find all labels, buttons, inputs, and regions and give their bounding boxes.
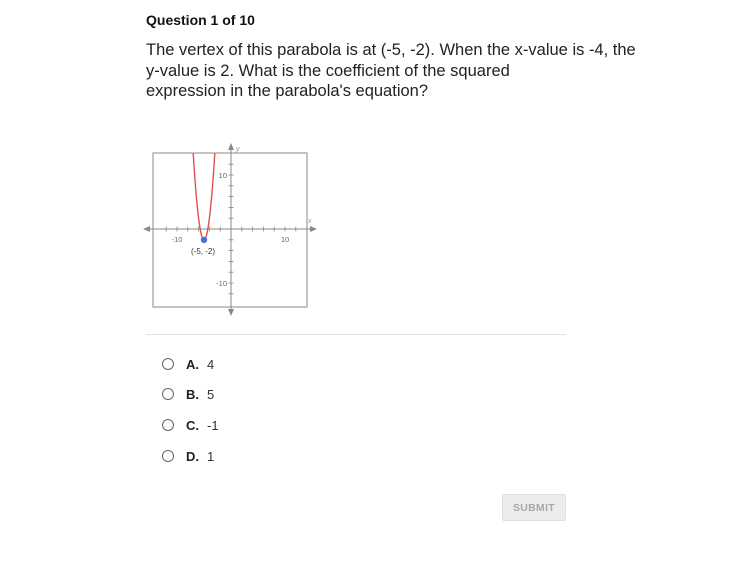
- prompt-line-2: y-value is 2. What is the coefficient of the squared: [146, 61, 510, 80]
- choice-b-text: 5: [207, 386, 215, 402]
- divider: [146, 334, 566, 335]
- y-tick-label: -10: [216, 279, 227, 288]
- question-number: Question 1 of 10: [146, 12, 255, 28]
- choice-a[interactable]: [162, 355, 214, 373]
- vertex-point: [201, 237, 207, 243]
- choice-b-letter: B.: [186, 386, 199, 402]
- submit-button[interactable]: SUBMIT: [502, 494, 566, 521]
- choice-b[interactable]: [162, 385, 214, 403]
- radio-d[interactable]: [162, 450, 174, 462]
- plot-frame: [153, 153, 307, 307]
- x-tick-label: -10: [171, 235, 183, 244]
- x-axis-label: x: [308, 218, 312, 225]
- y-axis-arrow-down: [228, 309, 234, 316]
- choice-a-text: 4: [207, 356, 215, 372]
- y-axis-arrow-up: [228, 143, 234, 150]
- y-tick-label: 10: [218, 171, 227, 180]
- choice-c-letter: C.: [186, 417, 199, 433]
- choice-d-text: 1: [207, 448, 215, 464]
- choice-c-text: -1: [207, 417, 219, 433]
- y-axis-label: y: [236, 146, 240, 153]
- choice-c[interactable]: [162, 416, 219, 434]
- prompt-line-3: expression in the parabola's equation?: [146, 82, 429, 100]
- vertex-label: (-5, -2): [191, 246, 215, 256]
- x-axis-arrow-right: [310, 226, 317, 232]
- prompt-line-1: The vertex of this parabola is at (-5, -2). When the x-value is -4, the: [146, 41, 636, 59]
- choice-d-letter: D.: [186, 448, 199, 464]
- radio-a[interactable]: [162, 358, 174, 370]
- choice-d[interactable]: [162, 447, 214, 465]
- x-tick-label: 10: [280, 235, 290, 244]
- question-prompt: [146, 40, 636, 102]
- parabola-graph: [140, 140, 330, 320]
- radio-b[interactable]: [162, 388, 174, 400]
- x-axis-arrow-left: [143, 226, 150, 232]
- choice-a-letter: A.: [186, 356, 199, 372]
- radio-c[interactable]: [162, 419, 174, 431]
